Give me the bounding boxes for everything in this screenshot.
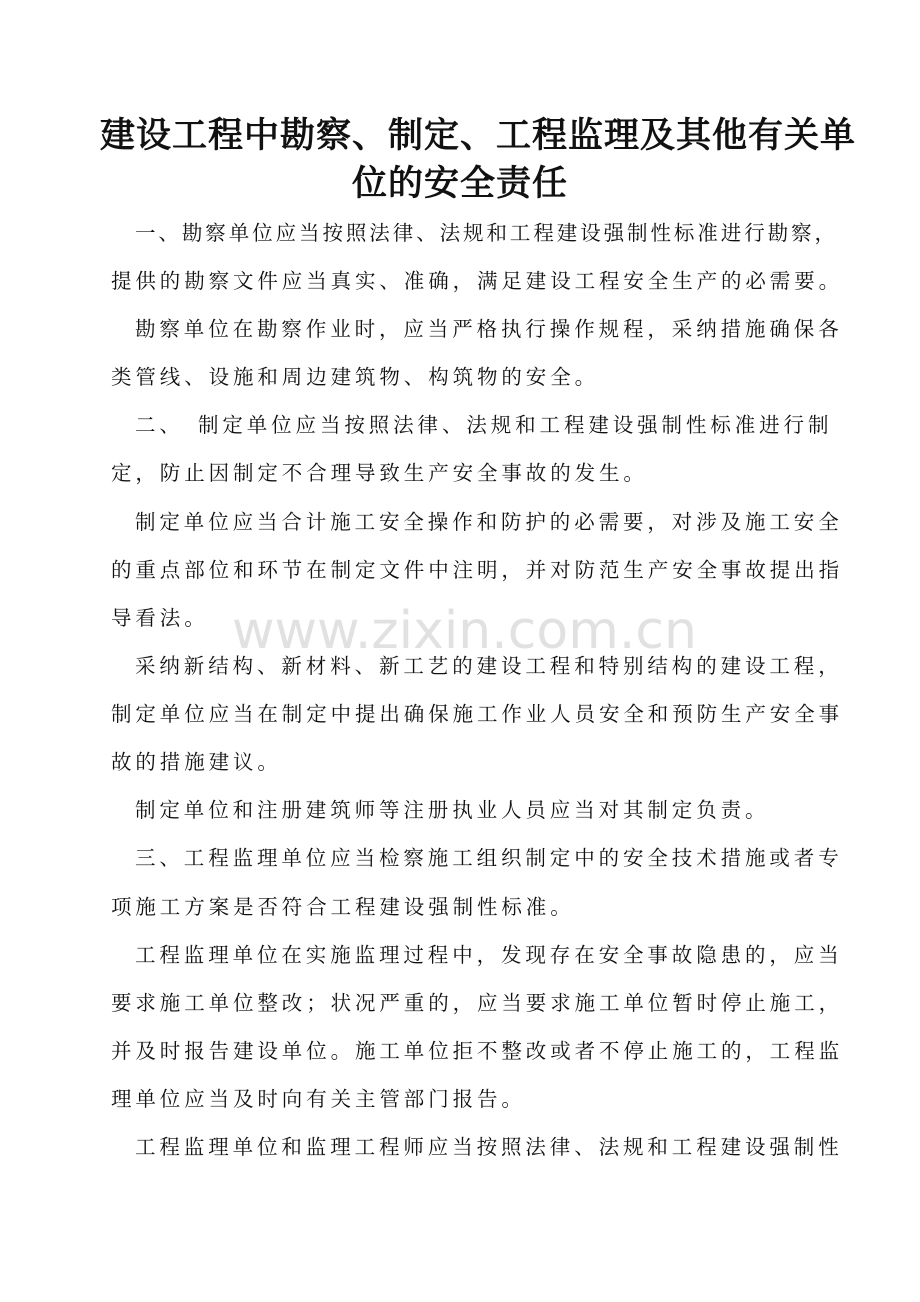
paragraph-line: 并及时报告建设单位。施工单位拒不整改或者不停止施工的，工程监 <box>111 1039 843 1063</box>
document-title-line-1: 建设工程中勘察、制定、工程监理及其他有关单 <box>100 116 857 156</box>
paragraph-line: 制定单位应当在制定中提出确保施工作业人员安全和预防生产安全事 <box>111 702 843 726</box>
paragraph-line: 类管线、设施和周边建筑物、构筑物的安全。 <box>111 365 599 389</box>
paragraph-line: 制定单位和注册建筑师等注册执业人员应当对其制定负责。 <box>135 798 770 822</box>
paragraph-line: 一、勘察单位应当按照法律、法规和工程建设强制性标准进行勘察， <box>135 221 835 245</box>
paragraph-line: 二、 制定单位应当按照法律、法规和工程建设强制性标准进行制 <box>135 413 833 437</box>
paragraph-line: 三、工程监理单位应当检察施工组织制定中的安全技术措施或者专 <box>135 846 843 870</box>
paragraph-line: 导看法。 <box>111 606 209 630</box>
paragraph-line: 理单位应当及时向有关主管部门报告。 <box>111 1087 526 1111</box>
paragraph-line: 要求施工单位整改；状况严重的，应当要求施工单位暂时停止施工， <box>111 991 843 1015</box>
paragraph-line: 定，防止因制定不合理导致生产安全事故的发生。 <box>111 461 648 485</box>
paragraph-line: 采纳新结构、新材料、新工艺的建设工程和特别结构的建设工程， <box>135 654 843 678</box>
paragraph-line: 的重点部位和环节在制定文件中注明，并对防范生产安全事故提出指 <box>111 558 843 582</box>
paragraph-line: 制定单位应当合计施工安全操作和防护的必需要，对涉及施工安全 <box>135 510 843 534</box>
paragraph-line: 勘察单位在勘察作业时，应当严格执行操作规程，采纳措施确保各 <box>135 317 843 341</box>
paragraph-line: 工程监理单位和监理工程师应当按照法律、法规和工程建设强制性 <box>135 1135 843 1159</box>
document-title-line-2: 位的安全责任 <box>351 164 568 204</box>
paragraph-line: 工程监理单位在实施监理过程中，发现存在安全事故隐患的，应当 <box>135 943 843 967</box>
watermark: www.zixin.com.cn <box>232 601 697 661</box>
paragraph-line: 提供的勘察文件应当真实、准确，满足建设工程安全生产的必需要。 <box>111 269 843 293</box>
paragraph-line: 项施工方案是否符合工程建设强制性标准。 <box>111 895 575 919</box>
paragraph-line: 故的措施建议。 <box>111 750 282 774</box>
